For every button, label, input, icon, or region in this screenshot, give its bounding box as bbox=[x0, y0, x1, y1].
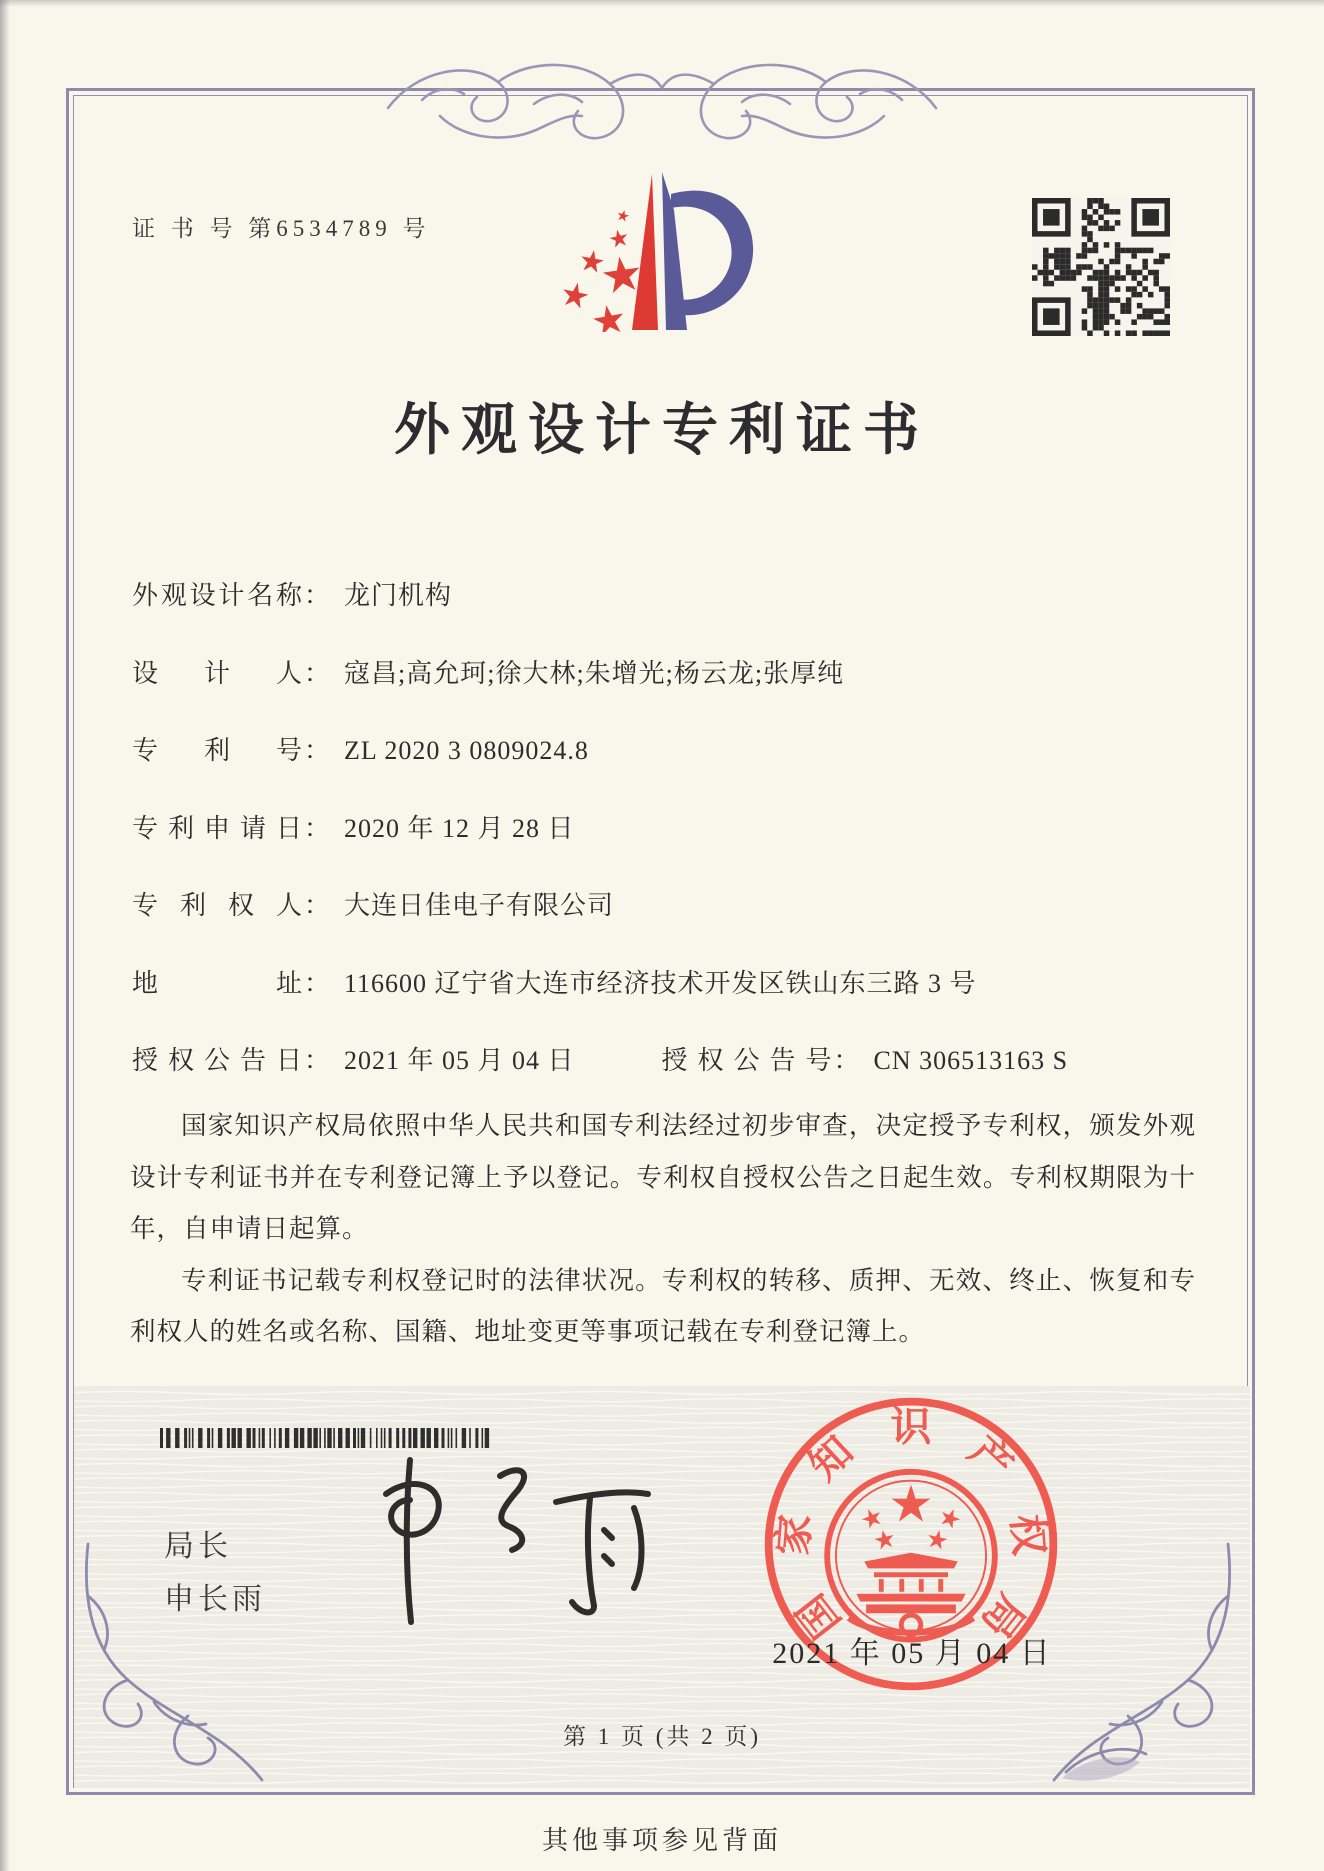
barcode bbox=[160, 1428, 492, 1448]
field-row bbox=[132, 808, 1202, 886]
field-label: 授权公告号 bbox=[661, 1046, 832, 1075]
certificate-title: 外观设计专利证书 bbox=[394, 400, 930, 462]
seal-char: 家 bbox=[770, 1512, 819, 1558]
seal-char: 识 bbox=[890, 1404, 932, 1450]
field-value: 116600 辽宁省大连市经济技术开发区铁山东三路 3 号 bbox=[344, 968, 977, 998]
body-paragraph: 国家知识产权局依照中华人民共和国专利法经过初步审查，决定授予专利权，颁发外观设计专利证书并在专利登记簿上予以登记。专利权自授权公告之日起生效。专利权期限为十年，自申请日起算。 bbox=[130, 1111, 1196, 1243]
field-label: 地址 bbox=[132, 968, 302, 998]
field-label: 专利号 bbox=[132, 736, 302, 765]
field-colon: ： bbox=[304, 1046, 331, 1075]
seal-char: 局 bbox=[972, 1585, 1034, 1646]
field-value: CN 306513163 S bbox=[873, 1046, 1069, 1075]
certificate-number: 证 书 号 第6534789 号 bbox=[132, 216, 431, 241]
field-colon: ： bbox=[304, 581, 331, 610]
field-group bbox=[662, 1040, 1069, 1077]
field-colon: ： bbox=[304, 968, 331, 998]
field-group bbox=[132, 1040, 655, 1077]
seal-char: 国 bbox=[788, 1585, 850, 1646]
field-value: ZL 2020 3 0809024.8 bbox=[344, 736, 589, 765]
cnipa-logo-icon bbox=[540, 170, 775, 332]
field-colon: ： bbox=[304, 736, 331, 765]
page-number: 第 1 页 (共 2 页) bbox=[562, 1724, 762, 1749]
body-paragraph: 专利证书记载专利权登记时的法律状况。专利权的转移、质押、无效、终止、恢复和专利权人的姓名或名称、国籍、地址变更等事项记载在专利登记簿上。 bbox=[130, 1265, 1196, 1346]
back-note: 其他事项参见背面 bbox=[541, 1826, 782, 1855]
seal-char: 产 bbox=[960, 1428, 1022, 1489]
field-row bbox=[132, 653, 1202, 731]
top-flourish-icon bbox=[382, 44, 942, 169]
signer-block bbox=[164, 1520, 266, 1627]
seal-char: 知 bbox=[800, 1428, 862, 1489]
field-value: 龙门机构 bbox=[344, 581, 453, 610]
field-value: 大连日佳电子有限公司 bbox=[344, 891, 615, 920]
field-label: 外观设计名称 bbox=[132, 581, 302, 610]
barcode-bars bbox=[160, 1428, 489, 1448]
scan-edge-shadow bbox=[0, 0, 10, 1871]
field-value: 2020 年 12 月 28 日 bbox=[344, 813, 575, 843]
qr-code bbox=[1032, 198, 1170, 336]
field-row bbox=[132, 963, 1202, 1041]
field-label: 授权公告日 bbox=[132, 1046, 302, 1075]
signer-role: 局长 bbox=[164, 1530, 232, 1563]
field-label: 设计人 bbox=[132, 658, 302, 688]
field-colon: ： bbox=[833, 1046, 860, 1075]
field-label: 专利申请日 bbox=[132, 813, 302, 843]
seal-date: 2021 年 05 月 04 日 bbox=[772, 1637, 1052, 1670]
signer-name: 申长雨 bbox=[164, 1583, 266, 1617]
scan-edge-shadow bbox=[0, 0, 1324, 7]
body-text bbox=[130, 1100, 1196, 1358]
certificate-fields bbox=[132, 575, 1202, 1118]
national-emblem-icon bbox=[827, 1472, 995, 1640]
field-row bbox=[132, 575, 1202, 653]
field-row bbox=[132, 885, 1202, 963]
field-colon: ： bbox=[304, 658, 331, 688]
field-value: 寇昌;高允珂;徐大林;朱增光;杨云龙;张厚纯 bbox=[344, 658, 845, 688]
signature-icon bbox=[348, 1446, 678, 1636]
seal-char: 权 bbox=[1003, 1512, 1052, 1558]
field-colon: ： bbox=[304, 813, 331, 843]
field-row bbox=[132, 730, 1202, 808]
field-label: 专利权人 bbox=[132, 891, 302, 920]
field-colon: ： bbox=[304, 891, 331, 920]
field-value: 2021 年 05 月 04 日 bbox=[344, 1046, 575, 1075]
